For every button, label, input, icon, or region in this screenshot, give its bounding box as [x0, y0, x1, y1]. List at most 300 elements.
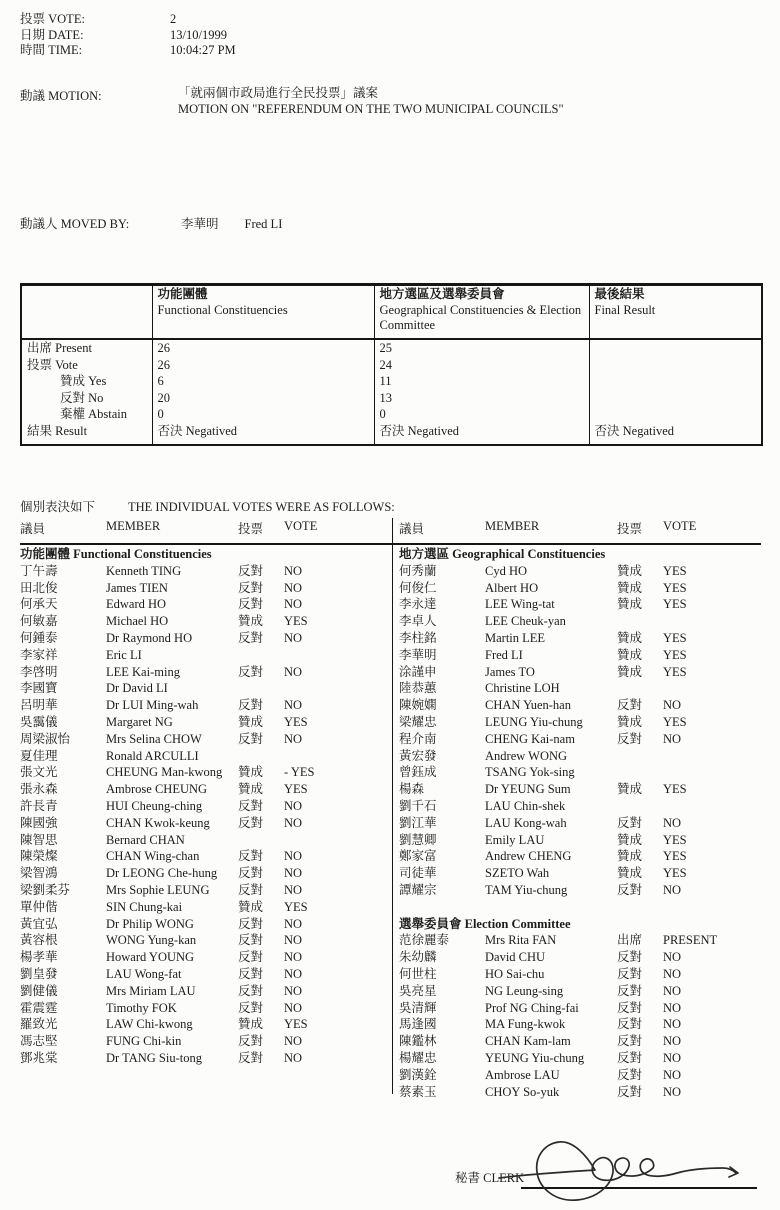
vote-zh: 贊成: [617, 597, 643, 612]
vote-zh: 贊成: [238, 765, 264, 780]
vote-en: NO: [663, 950, 682, 965]
member-name-en: Christine LOH: [485, 681, 560, 696]
vote-en: NO: [284, 580, 303, 595]
member-name-en: SZETO Wah: [485, 866, 550, 881]
vote-row: [399, 680, 761, 697]
vote-zh: 贊成: [238, 899, 264, 914]
motion-text: [178, 86, 564, 117]
fc-value: 20: [152, 390, 374, 407]
member-name-en: Mrs Rita FAN: [485, 933, 557, 948]
vote-zh: 反對: [238, 798, 264, 813]
vote-zh: 反對: [617, 966, 643, 981]
vote-zh: 反對: [617, 815, 643, 830]
vote-zh: 贊成: [617, 630, 643, 645]
section-spacer: [399, 899, 761, 916]
vote-zh: 反對: [617, 731, 643, 746]
vote-en: [284, 748, 384, 765]
vote-row: [20, 865, 384, 882]
vote-row: [20, 1016, 384, 1033]
member-name-en: LEE Wing-tat: [485, 597, 555, 612]
member-name-zh: 蔡素玉: [399, 1084, 437, 1099]
vote-en: YES: [663, 866, 687, 881]
summary-header-final-zh: 最後結果: [594, 287, 645, 301]
member-name-zh: 楊耀忠: [399, 1050, 437, 1065]
summary-row: [21, 373, 762, 390]
vote-en: NO: [284, 664, 303, 679]
member-name-zh: 李家祥: [20, 647, 58, 662]
member-name-zh: 張永森: [20, 782, 58, 797]
vote-zh: [238, 680, 284, 697]
vote-en: YES: [663, 782, 687, 797]
member-name-zh: 吳亮星: [399, 983, 437, 998]
vote-row: [399, 563, 761, 580]
member-name-zh: 李啓明: [20, 664, 58, 679]
member-name-zh: 吳靄儀: [20, 714, 58, 729]
vote-row: [399, 798, 761, 815]
vote-zh: 反對: [617, 698, 643, 713]
summary-header-final: [589, 285, 762, 340]
member-name-en: MA Fung-kwok: [485, 1017, 566, 1032]
section-title: 地方選區 Geographical Constituencies: [399, 547, 606, 561]
member-name-zh: 陸恭蕙: [399, 681, 437, 696]
member-name-en: LEUNG Yiu-chung: [485, 714, 583, 729]
member-name-zh: 何敏嘉: [20, 614, 58, 629]
vote-row: [399, 865, 761, 882]
vote-en: NO: [284, 849, 303, 864]
summary-header-empty: [21, 285, 152, 340]
vote-row: [20, 697, 384, 714]
vote-zh: 反對: [617, 1084, 643, 1099]
vote-en: NO: [284, 630, 303, 645]
vote-zh: 反對: [238, 1050, 264, 1065]
vote-zh-header: 投票: [238, 522, 264, 536]
vote-en: NO: [284, 798, 303, 813]
vote-en: NO: [284, 916, 303, 931]
vote-zh: 反對: [238, 597, 264, 612]
fc-value: 6: [152, 373, 374, 390]
member-name-zh: 鄧兆棠: [20, 1050, 58, 1065]
member-name-zh: 朱幼麟: [399, 950, 437, 965]
member-name-zh: 梁智鴻: [20, 866, 58, 881]
vote-en: YES: [284, 614, 308, 629]
member-name-en: LEE Cheuk-yan: [485, 614, 566, 629]
vote-en: NO: [284, 698, 303, 713]
member-name-en: LEE Kai-ming: [106, 664, 180, 679]
vote-zh: 反對: [617, 1017, 643, 1032]
member-name-zh: 李卓人: [399, 614, 437, 629]
vote-row: [20, 781, 384, 798]
section-title: 選舉委員會 Election Committee: [399, 916, 571, 931]
column-divider: [392, 518, 393, 1094]
vote-en: YES: [663, 630, 687, 645]
vote-zh: 贊成: [617, 664, 643, 679]
vote-zh: [617, 613, 663, 630]
motion-block: [20, 86, 564, 117]
vote-row: [20, 748, 384, 765]
vote-en-header: VOTE: [284, 519, 318, 533]
summary-table: [20, 283, 763, 446]
member-name-en: SIN Chung-kai: [106, 899, 183, 914]
vote-zh: 反對: [238, 630, 264, 645]
member-name-en: Howard YOUNG: [106, 950, 195, 965]
member-name-zh: 黃宏發: [399, 748, 437, 763]
vote-row: [20, 596, 384, 613]
member-name-zh: 鄭家富: [399, 849, 437, 864]
vote-en: PRESENT: [663, 933, 718, 948]
vote-row: [20, 899, 384, 916]
member-name-en: FUNG Chi-kin: [106, 1034, 182, 1049]
date-label: 日期 DATE:: [20, 27, 84, 42]
member-name-zh: 黃容根: [20, 933, 58, 948]
member-name-en: CHAN Wing-chan: [106, 849, 200, 864]
vote-zh: 反對: [238, 815, 264, 830]
summary-row: [21, 390, 762, 407]
vote-row: [399, 1084, 761, 1101]
gc-value: 13: [374, 390, 589, 407]
row-label: 結果 Result: [21, 423, 152, 445]
individual-votes-heading-zh: 個別表決如下: [20, 500, 96, 514]
gc-value: 11: [374, 373, 589, 390]
vote-zh: 贊成: [617, 563, 643, 578]
vote-row: [399, 848, 761, 865]
vote-zh: 反對: [238, 563, 264, 578]
member-name-en: Dr LEONG Che-hung: [106, 866, 218, 881]
vote-list-right: [399, 516, 761, 1100]
mover-name-en: Fred LI: [244, 217, 283, 231]
vote-row: [399, 1016, 761, 1033]
vote-en: NO: [284, 815, 303, 830]
summary-row: [21, 357, 762, 374]
vote-zh: 反對: [238, 580, 264, 595]
vote-zh: 反對: [238, 849, 264, 864]
member-name-zh: 楊孝華: [20, 950, 58, 965]
vote-en: NO: [663, 1000, 682, 1015]
moved-by-label: 動議人 MOVED BY:: [20, 217, 130, 231]
list-header-left: [20, 516, 384, 546]
member-name-zh: 何俊仁: [399, 580, 437, 595]
vote-en: NO: [663, 815, 682, 830]
vote-row: [20, 949, 384, 966]
vote-en: NO: [284, 882, 303, 897]
vote-en: [663, 613, 761, 630]
member-zh-header: 議員: [20, 522, 46, 536]
summary-header-row: [21, 285, 762, 340]
vote-en: NO: [284, 866, 303, 881]
summary-header-fc-en: Functional Constituencies: [157, 302, 288, 317]
member-name-en: Eric LI: [106, 647, 142, 662]
member-name-zh: 馮志堅: [20, 1034, 58, 1049]
vote-row: [20, 680, 384, 697]
individual-votes-heading-en: THE INDIVIDUAL VOTES WERE AS FOLLOWS:: [128, 500, 395, 514]
vote-zh: [617, 764, 663, 781]
final-value: [589, 339, 762, 357]
vote-row: [399, 731, 761, 748]
vote-zh: [238, 647, 284, 664]
vote-row: [20, 764, 384, 781]
vote-zh: 贊成: [238, 1017, 264, 1032]
vote-row: [399, 949, 761, 966]
member-name-en: Dr TANG Siu-tong: [106, 1050, 202, 1065]
member-name-zh: 周梁淑怡: [20, 731, 71, 746]
clerk-label: 秘書 CLERK: [455, 1171, 525, 1185]
vote-en: YES: [663, 714, 687, 729]
vote-zh: 反對: [617, 1034, 643, 1049]
member-name-en: Mrs Selina CHOW: [106, 731, 202, 746]
member-name-en: TSANG Yok-sing: [485, 765, 575, 780]
vote-zh: 反對: [617, 1050, 643, 1065]
time-value: 10:04:27 PM: [170, 43, 236, 57]
vote-row: [20, 613, 384, 630]
meta-row-vote: [20, 12, 236, 28]
member-en-header: MEMBER: [485, 519, 540, 533]
member-en-header: MEMBER: [106, 519, 161, 533]
vote-zh: 反對: [238, 1000, 264, 1015]
member-name-zh: 何承天: [20, 597, 58, 612]
member-name-en: Emily LAU: [485, 832, 545, 847]
meta-row-time: [20, 43, 236, 59]
time-label: 時間 TIME:: [20, 43, 83, 57]
meta-row-date: [20, 28, 236, 44]
vote-row: [20, 630, 384, 647]
vote-en: NO: [663, 1050, 682, 1065]
member-name-en: Dr Raymond HO: [106, 630, 193, 645]
vote-en: [663, 764, 761, 781]
vote-en: - YES: [284, 765, 315, 780]
row-label: 出席 Present: [21, 339, 152, 357]
vote-en: NO: [284, 597, 303, 612]
fc-value: 26: [152, 339, 374, 357]
vote-zh: [617, 798, 663, 815]
vote-zh: 反對: [238, 966, 264, 981]
vote-row: [399, 1033, 761, 1050]
member-name-zh: 陳榮燦: [20, 849, 58, 864]
member-name-en: Prof NG Ching-fai: [485, 1000, 579, 1015]
vote-en: YES: [284, 714, 308, 729]
member-name-en: Ronald ARCULLI: [106, 748, 199, 763]
vote-en: NO: [284, 933, 303, 948]
member-name-en: LAW Chi-kwong: [106, 1017, 193, 1032]
member-name-zh: 吳清輝: [399, 1000, 437, 1015]
vote-row: [399, 1050, 761, 1067]
member-name-zh: 李華明: [399, 647, 437, 662]
member-name-zh: 劉江華: [399, 815, 437, 830]
member-name-zh: 呂明華: [20, 698, 58, 713]
member-name-zh: 李國寶: [20, 681, 58, 696]
vote-row: [399, 882, 761, 899]
summary-header-final-en: Final Result: [594, 302, 656, 317]
member-name-en: Ambrose LAU: [485, 1067, 560, 1082]
vote-en: YES: [284, 782, 308, 797]
member-name-zh: 霍震霆: [20, 1000, 58, 1015]
member-name-en: Dr LUI Ming-wah: [106, 698, 199, 713]
summary-row: [21, 339, 762, 357]
vote-row: [20, 848, 384, 865]
member-name-en: LAU Chin-shek: [485, 798, 566, 813]
member-name-en: Michael HO: [106, 614, 169, 629]
vote-row: [399, 1000, 761, 1017]
vote-zh: 反對: [617, 882, 643, 897]
vote-zh: [617, 680, 663, 697]
section-title: 功能團體 Functional Constituencies: [20, 547, 212, 561]
vote-row: [399, 596, 761, 613]
vote-zh: 出席: [617, 933, 643, 948]
member-name-zh: 劉千石: [399, 798, 437, 813]
vote-zh: 反對: [238, 916, 264, 931]
vote-en: YES: [663, 580, 687, 595]
member-name-zh: 梁耀忠: [399, 714, 437, 729]
vote-en-header: VOTE: [663, 519, 697, 533]
vote-zh: 反對: [238, 1034, 264, 1049]
summary-header-fc: [152, 285, 374, 340]
member-name-en: Kenneth TING: [106, 563, 182, 578]
summary-header-gc-en: Geographical Constituencies & Election Committee: [379, 302, 582, 332]
vote-row: [20, 714, 384, 731]
member-name-en: LAU Kong-wah: [485, 815, 567, 830]
vote-en: NO: [284, 563, 303, 578]
member-name-zh: 涂謹申: [399, 664, 437, 679]
member-name-zh: 陳國強: [20, 815, 58, 830]
vote-en: [663, 798, 761, 815]
member-name-zh: 劉慧卿: [399, 832, 437, 847]
member-zh-header: 議員: [399, 522, 425, 536]
member-name-zh: 司徒華: [399, 866, 437, 881]
vote-row: [20, 932, 384, 949]
member-name-en: James TO: [485, 664, 535, 679]
signature-scrawl-icon: [495, 1128, 760, 1208]
vote-row: [399, 748, 761, 765]
list-header-right: [399, 516, 761, 546]
gc-value: 25: [374, 339, 589, 357]
vote-en: NO: [663, 966, 682, 981]
vote-row: [399, 983, 761, 1000]
vote-en: YES: [663, 647, 687, 662]
member-name-zh: 何秀蘭: [399, 563, 437, 578]
vote-en: [284, 647, 384, 664]
member-name-zh: 張文光: [20, 765, 58, 780]
vote-zh: 反對: [617, 1067, 643, 1082]
vote-zh: 反對: [617, 950, 643, 965]
member-name-en: Andrew WONG: [485, 748, 568, 763]
member-name-en: Bernard CHAN: [106, 832, 185, 847]
member-name-en: Dr YEUNG Sum: [485, 782, 571, 797]
vote-en: [284, 680, 384, 697]
member-name-zh: 何鍾泰: [20, 630, 58, 645]
vote-zh: 反對: [617, 983, 643, 998]
member-name-en: Dr Philip WONG: [106, 916, 194, 931]
vote-zh: 反對: [238, 882, 264, 897]
summary-row: [21, 406, 762, 423]
vote-en: NO: [284, 983, 303, 998]
vote-row: [20, 832, 384, 849]
member-name-en: TAM Yiu-chung: [485, 882, 568, 897]
member-name-en: Andrew CHENG: [485, 849, 572, 864]
vote-en: NO: [663, 731, 682, 746]
member-name-en: HUI Cheung-ching: [106, 798, 203, 813]
member-name-en: Albert HO: [485, 580, 539, 595]
member-name-en: Mrs Miriam LAU: [106, 983, 196, 998]
motion-text-en: MOTION ON "REFERENDUM ON THE TWO MUNICIPAL COUNCILS": [178, 101, 564, 116]
member-name-zh: 譚耀宗: [399, 882, 437, 897]
vote-row: [20, 1000, 384, 1017]
vote-row: [20, 983, 384, 1000]
vote-row: [399, 932, 761, 949]
summary-row: [21, 423, 762, 445]
vote-en: YES: [663, 849, 687, 864]
vote-zh: 贊成: [238, 614, 264, 629]
member-name-zh: 黃宜弘: [20, 916, 58, 931]
member-name-zh: 程介南: [399, 731, 437, 746]
summary-header-gc-zh: 地方選區及選舉委員會: [379, 287, 505, 301]
vote-row: [20, 1050, 384, 1067]
member-name-en: YEUNG Yiu-chung: [485, 1050, 585, 1065]
vote-en: YES: [284, 899, 308, 914]
summary-header-fc-zh: 功能團體: [157, 287, 208, 301]
member-name-en: Fred LI: [485, 647, 523, 662]
vote-en: [663, 748, 761, 765]
member-name-en: Mrs Sophie LEUNG: [106, 882, 210, 897]
member-name-zh: 李柱銘: [399, 630, 437, 645]
vote-zh: 反對: [238, 983, 264, 998]
vote-zh: 反對: [238, 950, 264, 965]
vote-zh: 贊成: [617, 849, 643, 864]
member-name-en: CHAN Kam-lam: [485, 1034, 571, 1049]
vote-en: NO: [663, 882, 682, 897]
member-name-en: Ambrose CHEUNG: [106, 782, 208, 797]
vote-row: [399, 832, 761, 849]
vote-row: [399, 697, 761, 714]
vote-en: NO: [284, 1050, 303, 1065]
row-label: 投票 Vote: [21, 357, 152, 374]
vote-list-left: [20, 516, 384, 1067]
vote-row: [399, 613, 761, 630]
vote-row: [399, 815, 761, 832]
member-name-zh: 范徐麗泰: [399, 933, 450, 948]
gc-value: 24: [374, 357, 589, 374]
member-name-zh: 陳婉嫻: [399, 698, 437, 713]
vote-zh: 反對: [238, 664, 264, 679]
vote-en: YES: [663, 597, 687, 612]
member-name-zh: 劉皇發: [20, 966, 58, 981]
vote-zh: [617, 748, 663, 765]
member-name-zh: 陳鑑林: [399, 1034, 437, 1049]
member-name-en: CHEUNG Man-kwong: [106, 765, 223, 780]
member-name-zh: 單仲偕: [20, 899, 58, 914]
member-name-en: NG Leung-sing: [485, 983, 564, 998]
member-name-en: Edward HO: [106, 597, 167, 612]
individual-votes-lists: [20, 516, 761, 1099]
vote-en: YES: [663, 832, 687, 847]
vote-en: NO: [284, 731, 303, 746]
vote-row: [399, 714, 761, 731]
date-value: 13/10/1999: [170, 27, 227, 42]
vote-zh: 贊成: [238, 782, 264, 797]
vote-en: [284, 832, 384, 849]
motion-label: 動議 MOTION:: [20, 89, 102, 103]
final-value: [589, 390, 762, 407]
vote-en: NO: [284, 1000, 303, 1015]
member-name-zh: 夏佳理: [20, 748, 58, 763]
vote-row: [399, 580, 761, 597]
member-name-en: CHOY So-yuk: [485, 1084, 560, 1099]
member-name-en: LAU Wong-fat: [106, 966, 182, 981]
vote-zh: 贊成: [617, 647, 643, 662]
vote-en: NO: [284, 1034, 303, 1049]
moved-by-block: [20, 216, 282, 232]
vote-row: [399, 966, 761, 983]
vote-row: [20, 563, 384, 580]
vote-row: [399, 630, 761, 647]
vote-zh: 贊成: [238, 714, 264, 729]
